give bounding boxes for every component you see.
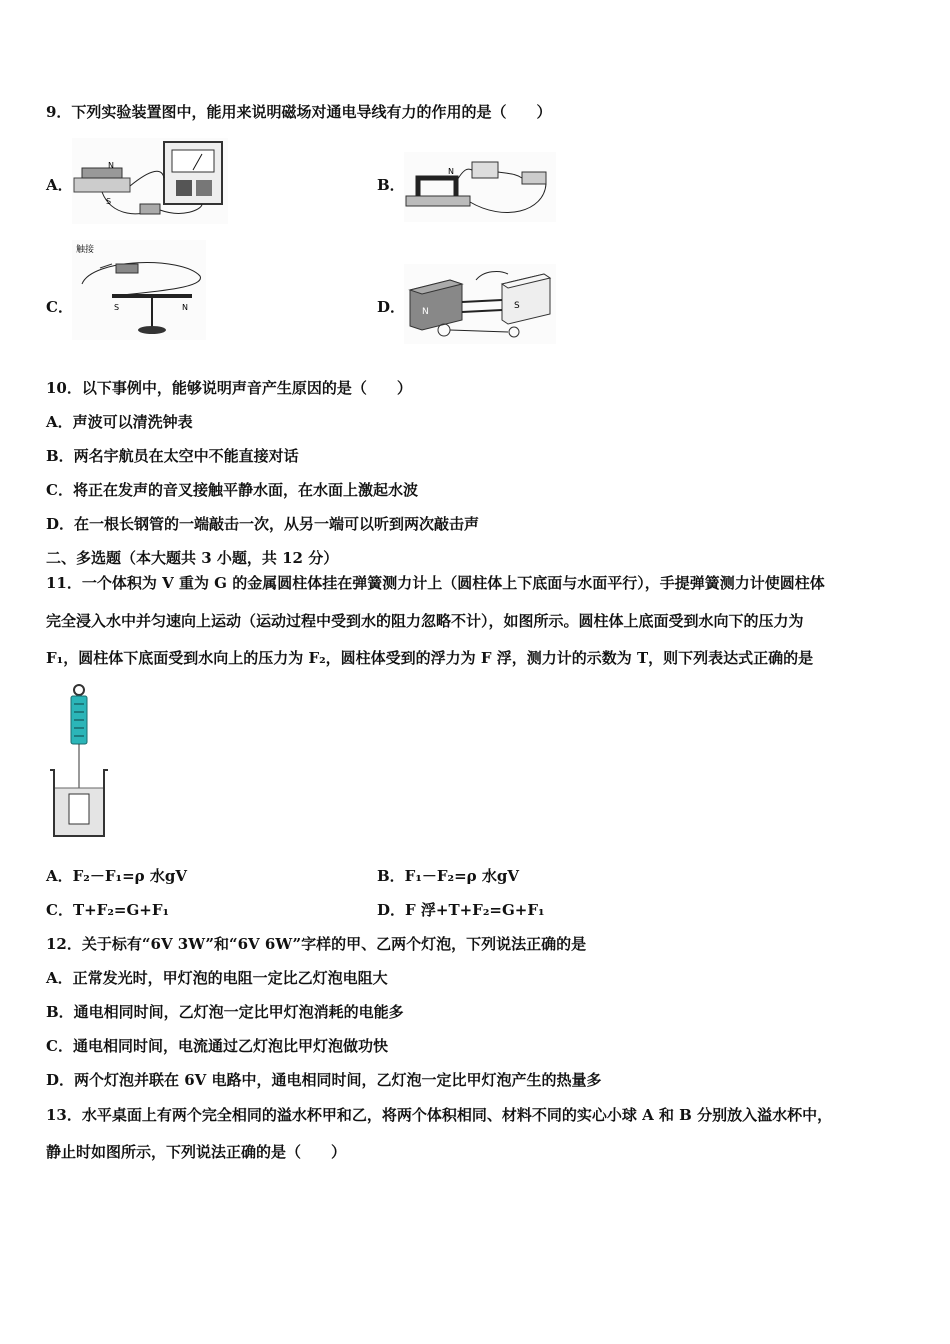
q9-c-n: N [182, 303, 188, 312]
q9-option-d-label: D． [377, 298, 406, 316]
q11-figure-spring-scale [46, 682, 110, 842]
q12-option-c: C．通电相同时间，电流通过乙灯泡比甲灯泡做功快 [46, 1037, 388, 1055]
q11-option-a: A．F₂－F₁=ρ 水gV [46, 867, 187, 885]
q11-line3: F₁，圆柱体下底面受到水向上的压力为 F₂，圆柱体受到的浮力为 F 浮，测力计的示数为 T，则下列表达式正确的是 [46, 649, 814, 667]
q10-option-a: A．声波可以清洗钟表 [46, 413, 193, 431]
q9-figure-c [72, 240, 206, 340]
section-title: 二、多选题（本大题共 3 小题，共 12 分） [46, 549, 339, 567]
q9-c-s: S [114, 303, 120, 312]
q11-option-c: C．T+F₂=G+F₁ [46, 901, 170, 919]
q9-stem: 9．下列实验装置图中，能用来说明磁场对通电导线有力的作用的是（ ） [46, 103, 552, 121]
q9-option-b-label: B． [377, 176, 405, 194]
q9-d-n: N [422, 307, 429, 317]
q10-stem: 10．以下事例中，能够说明声音产生原因的是（ ） [46, 379, 412, 397]
q9-d-s: S [514, 301, 520, 311]
q11-option-b: B．F₁－F₂=ρ 水gV [377, 867, 520, 885]
q9-option-a-label: A． [46, 176, 73, 194]
q9-a-n: N [108, 161, 114, 170]
q9-b-n: N [448, 167, 454, 176]
q9-c-caption: 触接 [76, 245, 95, 255]
q12-stem: 12．关于标有“6V 3W”和“6V 6W”字样的甲、乙两个灯泡，下列说法正确的是 [46, 935, 587, 953]
q12-option-a: A．正常发光时，甲灯泡的电阻一定比乙灯泡电阻大 [46, 969, 388, 987]
q11-option-d: D．F 浮+T+F₂=G+F₁ [377, 901, 545, 919]
q12-option-b: B．通电相同时间，乙灯泡一定比甲灯泡消耗的电能多 [46, 1003, 404, 1021]
q13-line1: 13．水平桌面上有两个完全相同的溢水杯甲和乙，将两个体积相同、材料不同的实心小球 A 和 B 分别放入溢水杯中， [46, 1106, 833, 1124]
q9-a-s: S [106, 197, 112, 206]
q12-option-d: D．两个灯泡并联在 6V 电路中，通电相同时间，乙灯泡一定比甲灯泡产生的热量多 [46, 1071, 602, 1089]
q10-option-b: B．两名宇航员在太空中不能直接对话 [46, 447, 299, 465]
q10-option-d: D．在一根长钢管的一端敲击一次，从另一端可以听到两次敲击声 [46, 515, 480, 533]
q9-option-c-label: C． [46, 298, 73, 316]
q9-figure-a [72, 138, 228, 224]
q11-line2: 完全浸入水中并匀速向上运动（运动过程中受到水的阻力忽略不计），如图所示。圆柱体上底面受到水向下的压力为 [46, 612, 804, 630]
q9-figure-d [404, 264, 556, 344]
q11-line1: 11．一个体积为 V 重为 G 的金属圆柱体挂在弹簧测力计上（圆柱体上下底面与水面平行），手提弹簧测力计使圆柱体 [46, 574, 825, 592]
q10-option-c: C．将正在发声的音叉接触平静水面，在水面上激起水波 [46, 481, 418, 499]
q13-line2: 静止时如图所示，下列说法正确的是（ ） [46, 1143, 347, 1161]
q9-figure-b [404, 152, 556, 222]
